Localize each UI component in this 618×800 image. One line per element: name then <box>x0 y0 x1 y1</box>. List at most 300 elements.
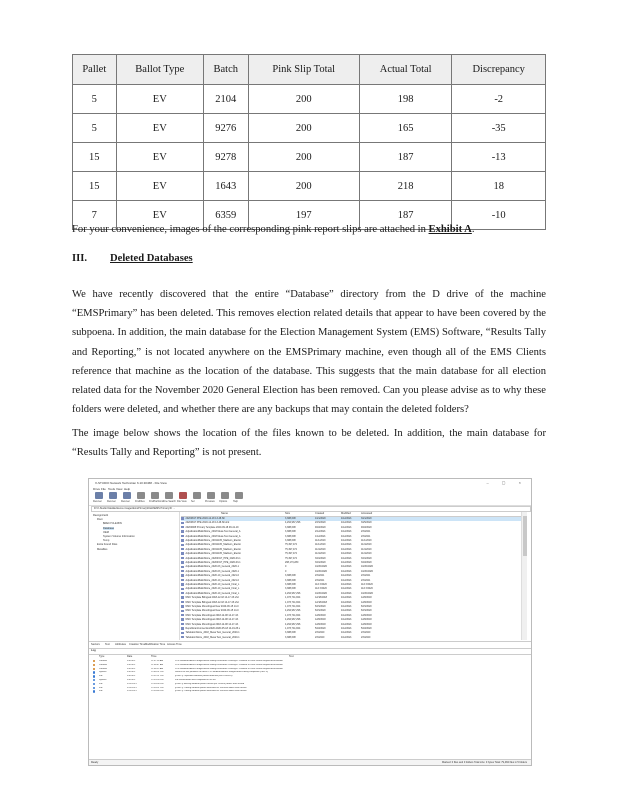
log-column-header[interactable]: Date <box>127 655 133 658</box>
file-name: AdjudicationBallotStore_20200317_PPE_2020-03-1 <box>185 556 241 560</box>
detail-tab[interactable]: Text <box>105 643 110 646</box>
image-intro-paragraph: The image below shows the location of the files known to be deleted. In addition, the main database for “Results Tally and Reporting” is not present. <box>72 428 546 459</box>
file-cell: 4,294,967,296 <box>285 521 301 525</box>
status-left: Ready <box>91 761 99 764</box>
detail-tab[interactable]: Modification Time <box>145 643 166 646</box>
file-cell: 1,073,741,824 <box>285 627 301 630</box>
menu-item[interactable]: File <box>101 487 106 491</box>
section-title: Deleted Databases <box>110 253 193 264</box>
file-cell: 10/20/2020 <box>315 569 327 573</box>
log-column-header[interactable]: Type <box>99 655 105 658</box>
log-type: File <box>99 675 103 678</box>
file-cell: 3,388,608 <box>285 578 296 582</box>
log-text: Search for lost partitions on drive D:\X-Studio\Evidence Images\EmsPrimary completed (Lost: 0) <box>175 671 269 674</box>
file-name: AdjudicationBallotStore_20191105_Madison_Electio <box>185 543 241 547</box>
file-icon <box>181 561 184 564</box>
toolbar-button-icon[interactable] <box>95 492 103 499</box>
log-type: Partition <box>99 667 108 670</box>
toolbar-button-icon[interactable] <box>165 492 173 499</box>
file-row[interactable] <box>181 517 527 521</box>
log-type-icon <box>93 683 95 685</box>
file-cell: 3,388,608 <box>285 525 296 529</box>
file-name: AdjudicationBallotStore_2020-10_General_Final_L <box>185 591 240 595</box>
file-cell: 11/4/2019 <box>361 547 372 551</box>
detail-tabs <box>89 641 531 649</box>
tree-node[interactable]: OEM <box>103 530 109 534</box>
file-row[interactable] <box>181 579 527 583</box>
file-cell: 268,173,280 <box>285 561 299 564</box>
file-name: NMC Template Monolingual 2018-12-08 14-17-43. <box>185 622 239 626</box>
menu-item[interactable]: Tools <box>108 487 116 491</box>
log-time: 12:54:04 PM <box>151 682 164 685</box>
table-row <box>73 114 546 143</box>
detail-tab[interactable]: Attributes <box>115 643 126 646</box>
file-name: AdjudicationBallotStore_2020-10_General_Final_L <box>185 587 240 591</box>
tree-node[interactable]: $RECYCLE.BIN <box>103 522 122 526</box>
file-cell: 6/15/2020 <box>315 609 326 613</box>
toolbar-button-icon[interactable] <box>221 492 229 499</box>
file-icon <box>181 632 184 635</box>
log-text: [Drive 1] Orphaned attribute parent detected (Ref 1050041) <box>175 675 233 678</box>
file-column-header[interactable]: Created <box>315 512 325 515</box>
exhibit-a-link[interactable]: Exhibit A <box>428 224 472 235</box>
file-icon <box>181 544 184 547</box>
file-cell: 11/17/2020 <box>361 587 373 591</box>
detail-tab[interactable]: Creation Time <box>129 643 146 646</box>
file-icon <box>181 623 184 626</box>
file-name: TabulationStore_2018_Mesa Test_General_2020-1 <box>185 635 240 639</box>
section-heading <box>72 253 193 264</box>
file-cell: 3,388,608 <box>285 631 296 635</box>
file-icon <box>181 517 184 520</box>
table-cell: 18 <box>452 172 546 201</box>
file-row[interactable] <box>181 596 527 600</box>
file-list <box>181 512 527 640</box>
log-panel <box>89 654 531 755</box>
file-cell: 4/12/2021 <box>341 583 352 586</box>
file-cell: 1,073,741,824 <box>285 596 301 600</box>
log-date: 3/10/2021 <box>127 686 137 689</box>
file-row[interactable] <box>181 565 527 569</box>
toolbar <box>89 491 531 506</box>
file-cell: 3,388,608 <box>285 539 296 542</box>
file-icon <box>181 636 184 639</box>
file-cell: 4/12/2021 <box>341 517 352 520</box>
file-cell: 10/20/2020 <box>361 569 373 573</box>
file-cell: 4/12/2021 <box>341 539 352 542</box>
file-icon <box>181 557 184 560</box>
tree-node[interactable]: Recognized1 <box>93 514 109 517</box>
table-cell: 2104 <box>203 85 248 114</box>
file-name: AdjudicationBallotStore_2020-10_General_Final_L <box>185 583 240 586</box>
file-icon <box>181 588 184 591</box>
tree-node[interactable]: Temp <box>103 539 110 543</box>
exhibit-paragraph: For your convenience, images of the corresponding pink report slips are attached in Exhibit A. <box>72 224 475 235</box>
log-text: [Drive 1] Closing attribute parent allocated ref 1050044 differs from record <box>175 686 247 689</box>
file-name: 20200817 PPE 2018-12-18 13-48.SF <box>185 517 225 520</box>
table-cell: 200 <box>248 85 359 114</box>
file-cell: 12/8/2018 <box>361 622 372 626</box>
log-text: D:\X-Studio\Evidence Images\EmsPrimary\Disk0\EMS Primary\D: Partition at 2048 sectors beyond disk bounds <box>175 660 283 662</box>
file-row[interactable] <box>181 614 527 618</box>
log-time: 12:48:31 PM <box>151 671 164 674</box>
file-name: NMC Template Monolingual New 2020-06-15 14-0 <box>185 609 239 613</box>
file-cell: 4/12/2021 <box>341 530 352 534</box>
table-cell: 5 <box>73 85 117 114</box>
file-cell: 75,497,472 <box>285 556 297 560</box>
file-icon <box>181 548 184 551</box>
table-cell: 218 <box>359 172 451 201</box>
file-cell: 4/12/2021 <box>341 596 352 600</box>
file-cell: 12/18/2018 <box>315 600 327 604</box>
toolbar-button-label: FindFiles <box>135 500 145 503</box>
file-cell: 11/4/2019 <box>361 543 372 547</box>
file-cell: 2/3/2020 <box>361 631 371 635</box>
toolbar-button-icon[interactable] <box>193 492 201 499</box>
menu-item[interactable]: Drive <box>93 487 101 491</box>
file-icon <box>181 610 184 613</box>
file-cell: 75,497,472 <box>285 543 297 547</box>
log-time: 11:38:07 AM <box>151 663 164 666</box>
file-cell: 12/8/2018 <box>361 596 372 600</box>
toolbar-button-label: Previews <box>205 500 215 503</box>
table-cell: 187 <box>359 143 451 172</box>
file-row[interactable] <box>181 543 527 547</box>
table-cell: 200 <box>248 114 359 143</box>
table-cell: -13 <box>452 143 546 172</box>
file-column-header[interactable]: Modified <box>341 512 351 515</box>
file-cell: 2/3/2021 <box>361 578 371 582</box>
toolbar-button-label: Fine Search <box>163 500 176 503</box>
file-name: AdjudicationBallotStore_2020-03_General_2020-1 <box>185 565 239 569</box>
toolbar-button-icon[interactable] <box>137 492 145 499</box>
tree-node[interactable]: System Volume Information <box>103 535 135 538</box>
file-cell: 4/12/2021 <box>341 635 352 639</box>
file-cell: 3/16/2020 <box>315 556 326 560</box>
table-cell: EV <box>116 85 203 114</box>
file-cell: 4/12/2021 <box>341 569 352 573</box>
file-icon <box>181 552 184 555</box>
log-time: 11:37:28 AM <box>151 660 164 662</box>
file-cell: 6/15/2020 <box>361 605 372 608</box>
file-cell: 1,073,741,824 <box>285 600 301 604</box>
deleted-databases-paragraph: We have recently discovered that the entire “Database” directory from the D drive of the machine “EMSPrimary” has been deleted. This removes election related details that appear to have been covered by the subpoena. In addition, the main database for the Election Management System (EMS) Software, “Results Tally and Reporting,” is not located anywhere on the EMSPrimary machine, even though all of the EMS Clients reference that machine as the location of the database. This suggests that the main database for all election related data for the November 2020 General Election has been removed. Can you please advise as to why these folders were deleted, and whether there are any backups that may contain the deleted folders? <box>72 289 546 416</box>
log-date: 3/9/2021 <box>127 663 136 666</box>
log-type-icon <box>93 690 95 692</box>
file-name: AdjudicationBallotStore_20191105_Madison_Electio <box>185 552 241 556</box>
log-column-header[interactable]: Time <box>151 655 157 658</box>
file-cell: 4/12/2021 <box>341 547 352 551</box>
file-icon <box>181 539 184 542</box>
detail-tab[interactable]: Access Time <box>167 643 182 646</box>
file-cell: 1/12/2021 <box>315 534 326 538</box>
file-icon <box>181 526 184 529</box>
file-cell: 4/12/2021 <box>341 605 352 608</box>
log-text: D:\X-Studio\Evidence Images\EmsPrimary\Disk0\EMS Primary\D: Partition at 2048 sectors beyond disk bounds <box>175 667 283 670</box>
table-cell: 1643 <box>203 172 248 201</box>
table-cell: -2 <box>452 85 546 114</box>
table-cell: EV <box>116 201 203 230</box>
file-cell: 3/16/2020 <box>315 561 326 564</box>
log-type-icon <box>93 679 95 681</box>
file-row[interactable] <box>181 623 527 627</box>
file-cell: 4/12/2021 <box>341 552 352 556</box>
file-cell: 4/12/2021 <box>341 574 352 578</box>
col-batch: Batch <box>203 55 248 85</box>
table-cell: 5 <box>73 114 117 143</box>
file-cell: 4/12/2021 <box>341 578 352 582</box>
file-cell: 4/12/2021 <box>341 556 352 560</box>
file-name: NMC Template Monolingual 2018-12-08 14-17-43. <box>185 613 239 617</box>
file-cell: 4/12/2021 <box>341 521 352 525</box>
table-header-row <box>73 55 546 85</box>
table-cell: 15 <box>73 143 117 172</box>
status-right: Marked: 0 files and 0 folders Total size: 0 bytes Total: 79,484 files in 5 folders <box>442 761 527 764</box>
file-cell: 4/12/2021 <box>341 631 352 635</box>
file-row[interactable] <box>181 587 527 591</box>
file-cell: 11/4/2019 <box>315 547 326 551</box>
file-row[interactable] <box>181 618 527 622</box>
file-cell: 12/8/2018 <box>315 618 326 622</box>
file-icon <box>181 583 184 586</box>
file-icon <box>181 614 184 617</box>
file-icon <box>181 601 184 604</box>
col-actual-total: Actual Total <box>359 55 451 85</box>
file-row[interactable] <box>181 609 527 613</box>
file-cell: 4/12/2021 <box>341 613 352 617</box>
col-pink-slip-total: Pink Slip Total <box>248 55 359 85</box>
detail-tab[interactable]: Sectors <box>91 643 100 646</box>
file-cell: 4/12/2021 <box>341 525 352 529</box>
table-row <box>73 143 546 172</box>
file-row[interactable] <box>181 552 527 556</box>
file-cell: 4/12/2021 <box>341 565 352 569</box>
file-name: TabulationStore_2018_Mesa Test_General_2020-1 <box>185 631 240 635</box>
table-cell: 7 <box>73 201 117 230</box>
table-cell: 9276 <box>203 114 248 143</box>
file-name: NMC Template Bilingual 2018-12-18 14-17-15.shd <box>185 600 239 604</box>
log-type: File <box>99 682 103 685</box>
file-cell: 4/12/2021 <box>341 534 352 538</box>
file-cell: 10/20/2020 <box>315 591 327 595</box>
file-row[interactable] <box>181 583 527 587</box>
file-icon <box>181 570 184 573</box>
file-cell: 4/12/2021 <box>341 591 352 595</box>
menu-item[interactable]: Help <box>124 487 131 491</box>
file-column-header[interactable]: Size <box>285 512 291 515</box>
file-cell: 11/1/2019 <box>315 539 326 542</box>
file-row[interactable] <box>181 636 527 640</box>
toolbar-button-label: Help <box>233 500 238 503</box>
file-view-screenshot <box>88 478 532 766</box>
file-cell: 3/21/2020 <box>361 517 372 520</box>
file-icon <box>181 574 184 577</box>
file-cell: 12/18/2018 <box>315 596 327 600</box>
file-name: AdjudicationBallotStore_20191105_Madison_Electio <box>185 547 241 551</box>
file-cell: 5/18/2020 <box>315 627 326 630</box>
file-list-scrollbar[interactable] <box>521 512 527 640</box>
file-cell: 12/8/2018 <box>361 618 372 622</box>
file-name: AdjudicationBallotStore_20191105_Madison_Electio <box>185 539 241 542</box>
tree-node[interactable]: Metafiles <box>97 547 108 551</box>
file-row[interactable] <box>181 526 527 530</box>
file-cell: 3,388,608 <box>285 574 296 578</box>
file-column-header[interactable]: Name <box>221 512 228 515</box>
log-time: 12:54:07 PM <box>151 686 164 689</box>
file-cell: 2/3/2020 <box>315 635 325 639</box>
file-row[interactable] <box>181 592 527 596</box>
file-name: AdjudicationBallotStore_2020-10_General_2021-0 <box>185 578 239 582</box>
table-cell: EV <box>116 114 203 143</box>
table-cell: 6359 <box>203 201 248 230</box>
log-date: 3/9/2021 <box>127 679 136 681</box>
log-type-icon <box>93 675 95 677</box>
file-cell: 4/12/2021 <box>341 600 352 604</box>
file-cell: 4,294,967,296 <box>285 622 301 626</box>
file-cell: 1,073,741,824 <box>285 613 301 617</box>
table-cell: -10 <box>452 201 546 230</box>
file-cell: 12/8/2018 <box>361 613 372 617</box>
tree-node[interactable]: Root <box>97 518 103 522</box>
file-cell: 4/12/2021 <box>341 609 352 613</box>
tree-node[interactable]: Database <box>103 526 115 530</box>
log-date: 3/9/2021 <box>127 660 136 662</box>
table-row <box>73 85 546 114</box>
folder-tree <box>91 512 180 640</box>
file-cell: 12/8/2018 <box>361 600 372 604</box>
log-time: 11:38:22 AM <box>151 667 164 670</box>
table-cell: 9278 <box>203 143 248 172</box>
tree-node[interactable]: Extra Found Files <box>97 543 118 547</box>
file-cell: 4/12/2021 <box>341 543 352 547</box>
toolbar-button-icon[interactable] <box>151 492 159 499</box>
toolbar-button-label: Sel <box>191 500 195 503</box>
file-cell: 11/4/2019 <box>361 552 372 556</box>
file-cell: 3,388,608 <box>285 530 296 534</box>
file-row[interactable] <box>181 539 527 543</box>
file-icon <box>181 605 184 608</box>
table-cell: 187 <box>359 201 451 230</box>
log-text: [Drive 1] Closing attribute parent allocated ref 1050045 differs from record <box>175 690 247 693</box>
toolbar-button-icon[interactable] <box>235 492 243 499</box>
file-name: AdjudicationBallotStore_2020-03_General_2020-1 <box>185 569 239 573</box>
toolbar-button-icon[interactable] <box>207 492 215 499</box>
log-type: System <box>99 671 107 674</box>
file-cell: 11/1/2019 <box>361 539 372 542</box>
file-row[interactable] <box>181 570 527 574</box>
file-column-header[interactable]: Accessed <box>361 512 373 515</box>
status-bar <box>89 759 531 765</box>
discrepancy-table <box>72 54 546 230</box>
toolbar-button-label: Options <box>219 500 228 503</box>
file-cell: 11/17/2020 <box>315 583 327 586</box>
file-cell: 3/16/2020 <box>361 556 372 560</box>
table-cell: 200 <box>248 172 359 201</box>
toolbar-button-icon[interactable] <box>123 492 131 499</box>
file-cell: 11/1/2019 <box>315 543 326 547</box>
menu-item[interactable]: View <box>116 487 123 491</box>
log-column-header[interactable]: Text <box>289 655 294 658</box>
log-type-icon <box>93 664 95 666</box>
file-cell: 2/3/2021 <box>361 574 371 578</box>
file-row[interactable] <box>181 601 527 605</box>
toolbar-button-label: Recover <box>93 500 102 503</box>
log-date: 3/9/2021 <box>127 671 136 674</box>
file-cell: 2/3/2021 <box>315 574 325 578</box>
file-cell: 4/12/2021 <box>341 618 352 622</box>
file-cell: 2/3/2020 <box>361 635 371 639</box>
log-type-icon <box>93 687 95 689</box>
toolbar-button-icon[interactable] <box>179 492 187 499</box>
file-row[interactable] <box>181 631 527 635</box>
window-controls[interactable]: – ▢ × <box>486 480 527 485</box>
toolbar-button-icon[interactable] <box>109 492 117 499</box>
file-cell: 3,388,608 <box>285 517 296 520</box>
file-name: NMC Template Monolingual New 2020-06-15 14-0 <box>185 605 239 608</box>
file-cell: 3,388,608 <box>285 635 296 639</box>
log-text: File enumeration was completed in 48 sec <box>175 679 216 681</box>
file-cell: 0 <box>285 565 287 569</box>
file-row[interactable] <box>181 548 527 552</box>
file-name: 20200908 Primary Template 2020-09-18 09-41-19 <box>185 525 239 529</box>
file-name: NMC Template Bilingual 2018-12-18 14-17-15.shd <box>185 596 239 600</box>
file-row[interactable] <box>181 574 527 578</box>
file-row[interactable] <box>181 530 527 534</box>
log-date: 3/9/2021 <box>127 675 136 678</box>
file-cell: 12/8/2018 <box>315 622 326 626</box>
log-text: [Drive 1] Missing attribute parent record (ref 105000) differs from record <box>175 682 245 685</box>
log-text: D:\X-Studio\Evidence Images\EmsPrimary\Disk0\EMS Primary\D: Partition at 2048 sectors beyond disk bounds <box>175 663 283 666</box>
log-type: Partition <box>99 663 108 666</box>
file-cell: 2/3/2020 <box>315 631 325 635</box>
file-cell: 9/18/2020 <box>361 525 372 529</box>
log-row[interactable] <box>89 690 531 693</box>
table-cell: EV <box>116 172 203 201</box>
file-row[interactable] <box>181 557 527 561</box>
file-name: 20200817 PPE 2018-12-18 13-48.SF.shd <box>185 521 230 525</box>
file-cell: 4,294,967,296 <box>285 618 301 622</box>
file-cell: 4,294,967,296 <box>285 609 301 613</box>
file-cell: 4/12/2021 <box>341 622 352 626</box>
file-cell: 2/3/2021 <box>361 534 371 538</box>
file-icon <box>181 627 184 630</box>
file-row[interactable] <box>181 627 527 631</box>
file-icon <box>181 535 184 538</box>
file-name: AdjudicationBallotStore_2020-10_General_2021-0 <box>185 574 239 578</box>
file-name: AdjudicationBallotStore_20200317_PPE_2020-03-1 <box>185 561 241 564</box>
log-label: Log <box>91 649 96 652</box>
file-cell: 10/20/2020 <box>361 591 373 595</box>
file-cell: 9/18/2020 <box>315 525 326 529</box>
file-cell: 3,388,608 <box>285 534 296 538</box>
file-row[interactable] <box>181 605 527 609</box>
table-cell: 198 <box>359 85 451 114</box>
scrollbar-thumb[interactable] <box>523 516 527 556</box>
file-row[interactable] <box>181 561 527 565</box>
address-bar[interactable]: D:\X-Studio Data\Evidence images\EmsPrimary\Disk0\EMS Primary\D: ... <box>91 506 531 512</box>
file-row[interactable] <box>181 521 527 525</box>
table-row <box>73 172 546 201</box>
file-cell: 3/18/2020 <box>361 561 372 564</box>
log-date: 3/9/2021 <box>127 667 136 670</box>
log-type-icon <box>93 668 95 670</box>
file-cell: 1/21/2020 <box>315 517 326 520</box>
file-icon <box>181 579 184 582</box>
file-name: AdjudicationBallotStore_2018 Mesa Test General_A <box>185 530 241 534</box>
log-type: File <box>99 690 103 693</box>
file-cell: 4/12/2021 <box>341 561 352 564</box>
file-row[interactable] <box>181 535 527 539</box>
